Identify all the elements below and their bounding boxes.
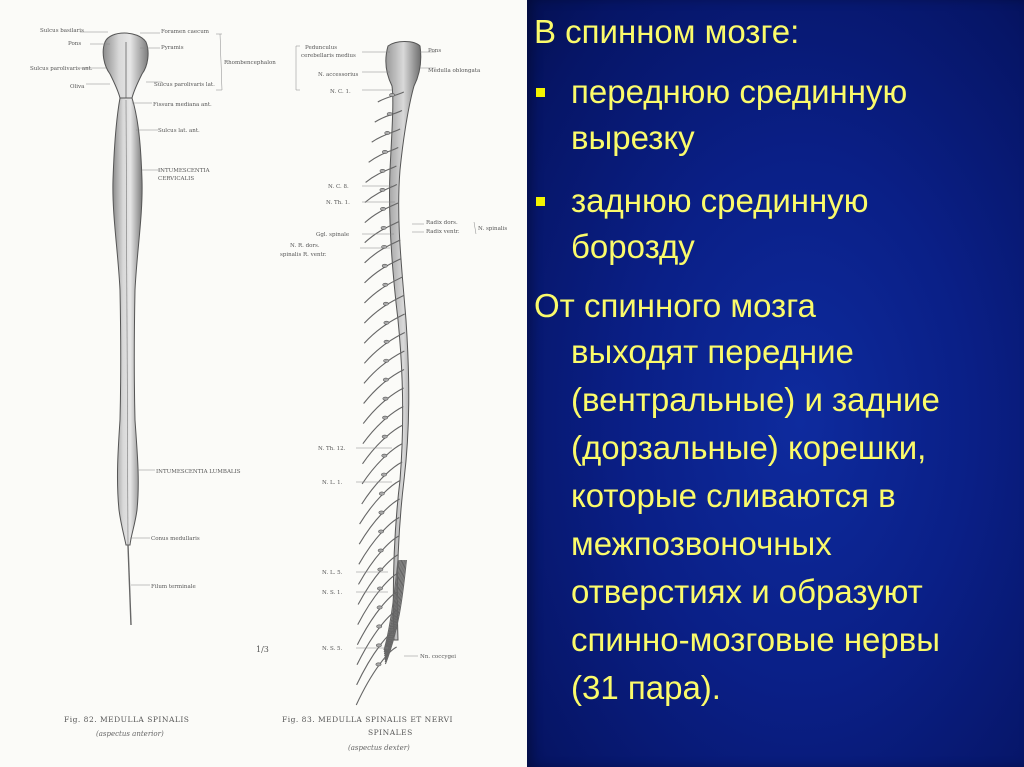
bullet2-line2: борозду	[571, 228, 695, 265]
label-filum-terminale: Filum terminale	[151, 584, 196, 590]
label-radix-dors: Radix dors.	[426, 220, 458, 226]
label-n-accessorius: N. accessorius	[318, 72, 359, 78]
label-medulla-oblongata: Medulla oblongata	[428, 68, 481, 74]
label-n-c1: N. C. 1.	[330, 89, 351, 95]
spinal-ganglion	[382, 150, 387, 153]
slide-text-panel	[527, 0, 1024, 767]
label-n-l5: N. L. 5.	[322, 570, 343, 576]
spinal-ganglion	[382, 264, 387, 267]
spinal-ganglion	[385, 131, 390, 134]
label-sulcus-parolivaris-ant: Sulcus parolivaris ant.	[30, 66, 93, 72]
label-sulcus-lat-ant: Sulcus lat. ant.	[158, 128, 200, 134]
label-r-dors: N. R. dors.	[290, 243, 320, 249]
label-pyramis: Pyramis	[161, 45, 184, 51]
label-n-s5: N. S. 5.	[322, 646, 343, 652]
spinal-ganglion	[382, 416, 387, 419]
scale-label: 1/3	[256, 645, 269, 654]
bullet1-line1: переднюю срединную	[571, 73, 908, 110]
spinal-ganglion	[384, 340, 389, 343]
para-line8: спинно-мозговые нервы	[571, 621, 941, 658]
fig83-cord	[0, 0, 421, 640]
fig82-caption: Fig. 82. MEDULLA SPINALIS	[64, 715, 190, 724]
label-sulcus-parolivaris-lat: Sulcus parolivaris lat.	[154, 82, 215, 88]
spinal-ganglion	[377, 587, 382, 590]
bullet1-line2: вырезку	[571, 119, 695, 156]
spinal-ganglion	[381, 473, 386, 476]
spinal-ganglion	[383, 378, 388, 381]
spinal-ganglion	[378, 530, 383, 533]
nerve-root	[358, 555, 398, 605]
label-pedunculus-2: cerebellaris medius	[301, 53, 356, 59]
label-oliva: Oliva	[70, 84, 85, 90]
fig82-cord	[103, 33, 148, 625]
spinal-ganglion	[382, 435, 387, 438]
label-intumescentia-lumbalis: INTUMESCENTIA LUMBALIS	[156, 469, 241, 475]
para-line5: которые сливаются в	[571, 477, 896, 514]
spinal-ganglion	[384, 321, 389, 324]
fig82-subcaption: (aspectus anterior)	[96, 730, 164, 738]
para-line7: отверстиях и образуют	[571, 573, 923, 610]
fig83-caption-1: Fig. 83. MEDULLA SPINALIS ET NERVI	[282, 715, 453, 724]
spinal-ganglion	[376, 644, 381, 647]
spinal-ganglion	[381, 226, 386, 229]
nerve-root	[356, 647, 396, 705]
slide-heading: В спинном мозге:	[534, 13, 800, 50]
para-line9: (31 пара).	[571, 669, 721, 706]
label-intumescentia-cervicalis: INTUMESCENTIA	[158, 168, 210, 174]
spinal-ganglion	[378, 568, 383, 571]
fig82-labels	[30, 28, 276, 738]
label-sulcus-basilaris: Sulcus basilaris	[40, 28, 84, 34]
label-n-th1: N. Th. 1.	[326, 200, 350, 206]
label-intumescentia-cervicalis-2: CERVICALIS	[158, 176, 195, 182]
bullet-icon	[536, 197, 545, 206]
spinal-ganglion	[384, 359, 389, 362]
para-line3: (вентральные) и задние	[571, 381, 940, 418]
label-n-c8: N. C. 8.	[328, 184, 349, 190]
spinal-ganglion	[383, 283, 388, 286]
label-conus-medullaris: Conus medullaris	[151, 536, 200, 542]
label-n-th12: N. Th. 12.	[318, 446, 346, 452]
label-rhombencephalon: Rhombencephalon	[224, 60, 276, 66]
label-n-spinalis: N. spinalis	[478, 226, 508, 232]
label-foramen-caecum: Foramen caecum	[161, 29, 209, 35]
fig83-caption-2: SPINALES	[368, 728, 413, 737]
spinal-ganglion	[379, 511, 384, 514]
label-radix-ventr: Radix ventr.	[426, 229, 460, 235]
spinal-ganglion	[380, 188, 385, 191]
label-n-s1: N. S. 1.	[322, 590, 343, 596]
label-pons-83: Pons	[428, 48, 442, 54]
para-line4: (дорзальные) корешки,	[571, 429, 927, 466]
spinal-ganglion	[378, 549, 383, 552]
spinal-ganglion	[383, 397, 388, 400]
label-fissura-mediana: Fissura mediana ant.	[153, 102, 212, 108]
para-line6: межпозвоночных	[571, 525, 832, 562]
label-n-coccygeus: Nn. coccygei	[420, 654, 457, 660]
spinal-ganglion	[390, 93, 395, 96]
bullet2-line1: заднюю срединную	[571, 182, 869, 219]
spinal-ganglion	[387, 112, 392, 115]
fig83-subcaption: (aspectus dexter)	[348, 744, 410, 752]
spinal-ganglion	[383, 302, 388, 305]
spinal-ganglion	[382, 454, 387, 457]
label-pedunculus: Pedunculus	[305, 45, 338, 51]
spinal-ganglion	[377, 606, 382, 609]
spinal-ganglion	[380, 169, 385, 172]
label-ggl-spinale: Ggl. spinale	[316, 232, 350, 238]
spinal-ganglion	[376, 663, 381, 666]
para-line1: От спинного мозга	[534, 287, 816, 324]
spinal-ganglion	[380, 207, 385, 210]
spinal-ganglion	[379, 492, 384, 495]
bullet-icon	[536, 88, 545, 97]
label-pons: Pons	[68, 41, 82, 47]
label-n-l1: N. L. 1.	[322, 480, 343, 486]
fig82-leader-lines	[80, 32, 222, 585]
para-line2: выходят передние	[571, 333, 854, 370]
label-r-ventr: spinalis R. ventr.	[280, 252, 327, 258]
spinal-ganglion	[377, 625, 382, 628]
